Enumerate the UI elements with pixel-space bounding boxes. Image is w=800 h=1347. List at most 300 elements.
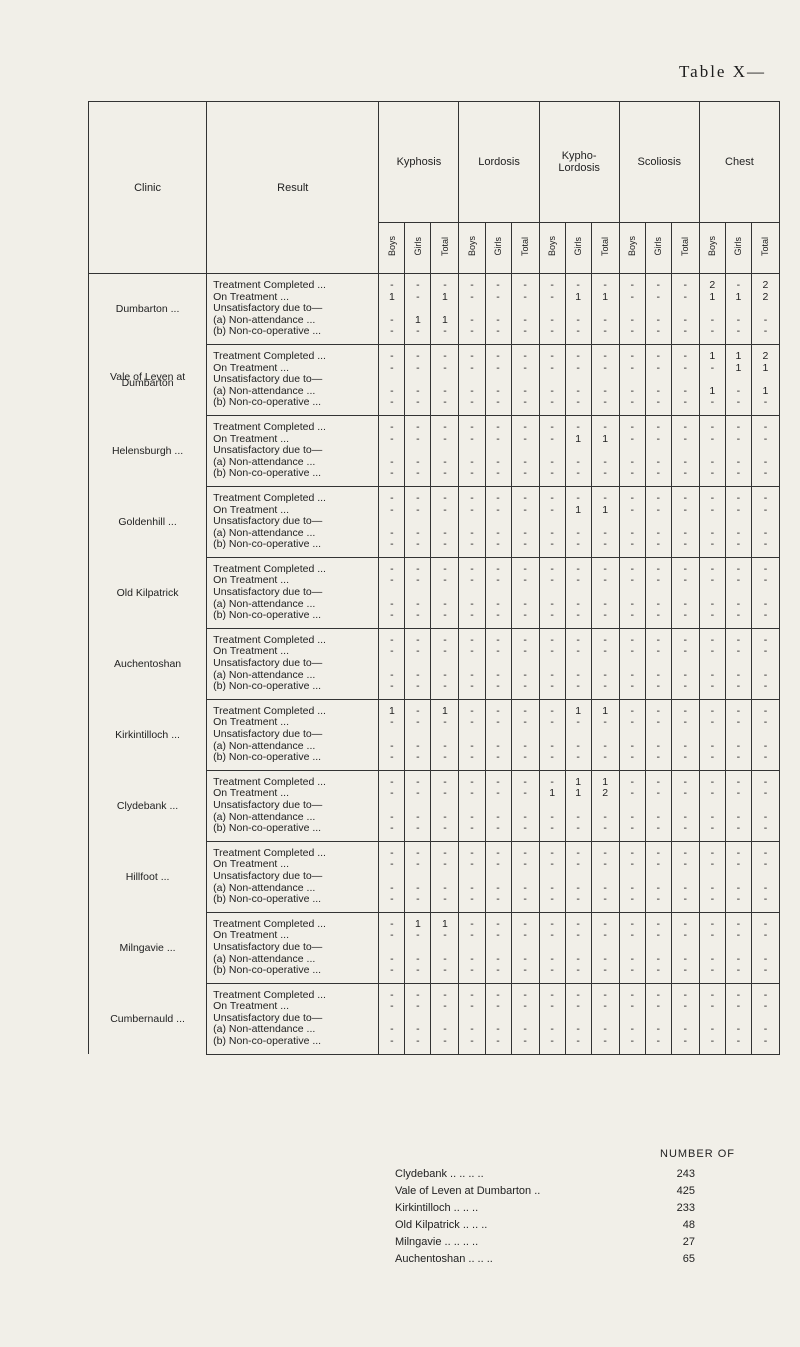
value-cell: -	[539, 292, 565, 304]
value-cell: -	[405, 505, 431, 517]
value-cell: -	[405, 280, 431, 292]
value-cell: -	[565, 681, 591, 693]
sub-header-boys	[379, 223, 405, 274]
value-cell: -	[431, 326, 459, 338]
value-cell	[645, 729, 671, 741]
value-cell: -	[485, 883, 511, 895]
group-header-kyphosis: Kyphosis	[379, 102, 459, 223]
value-cell: -	[511, 670, 539, 682]
result-label: Unsatisfactory due to—	[207, 1013, 379, 1025]
list-item	[395, 1183, 695, 1200]
value-cell: -	[459, 434, 485, 446]
value-cell	[751, 445, 779, 457]
result-label: Unsatisfactory due to—	[207, 374, 379, 386]
value-cell	[511, 729, 539, 741]
value-cell: -	[619, 386, 645, 398]
value-cell: -	[671, 434, 699, 446]
value-cell: -	[619, 859, 645, 871]
value-cell: -	[511, 823, 539, 835]
value-cell: -	[459, 599, 485, 611]
value-cell	[645, 658, 671, 670]
value-cell: -	[565, 670, 591, 682]
value-cell: -	[725, 717, 751, 729]
sub-header-girls	[725, 223, 751, 274]
value-cell	[751, 587, 779, 599]
value-cell: -	[379, 363, 405, 375]
value-cell: -	[591, 670, 619, 682]
value-cell: -	[405, 706, 431, 718]
value-cell	[539, 587, 565, 599]
value-cell: -	[485, 894, 511, 906]
value-cell: -	[405, 954, 431, 966]
value-cell: -	[645, 681, 671, 693]
value-cell: -	[405, 990, 431, 1002]
value-cell: -	[565, 919, 591, 931]
value-cell: -	[619, 397, 645, 409]
value-cell: -	[751, 564, 779, 576]
value-cell: -	[671, 1036, 699, 1048]
value-cell: -	[405, 717, 431, 729]
value-cell: -	[671, 505, 699, 517]
value-cell: -	[751, 930, 779, 942]
value-cell: -	[379, 646, 405, 658]
value-cell: -	[539, 363, 565, 375]
value-cell: -	[671, 315, 699, 327]
value-cell: -	[751, 681, 779, 693]
value-cell: -	[485, 681, 511, 693]
value-cell: -	[485, 528, 511, 540]
value-cell: -	[485, 752, 511, 764]
value-cell: -	[459, 363, 485, 375]
value-cell: -	[431, 930, 459, 942]
value-cell: -	[379, 788, 405, 800]
value-cell: -	[485, 919, 511, 931]
value-cell: -	[699, 315, 725, 327]
value-cell: -	[511, 397, 539, 409]
value-cell: -	[725, 777, 751, 789]
list-item	[395, 1166, 695, 1183]
value-cell: -	[485, 954, 511, 966]
value-cell: -	[751, 326, 779, 338]
value-cell: -	[459, 919, 485, 931]
value-cell: 1	[591, 505, 619, 517]
value-cell: 1	[379, 292, 405, 304]
value-cell: 1	[751, 363, 779, 375]
value-cell	[671, 729, 699, 741]
value-cell: -	[565, 493, 591, 505]
value-cell: -	[539, 859, 565, 871]
value-cell: -	[751, 848, 779, 860]
value-cell: -	[405, 894, 431, 906]
value-cell: -	[699, 575, 725, 587]
value-cell: -	[459, 539, 485, 551]
value-cell	[671, 516, 699, 528]
value-cell: -	[431, 351, 459, 363]
value-cell: -	[459, 505, 485, 517]
value-cell: -	[485, 717, 511, 729]
value-cell: -	[405, 930, 431, 942]
value-cell: -	[619, 457, 645, 469]
value-cell: -	[671, 599, 699, 611]
value-cell: -	[751, 823, 779, 835]
value-cell: -	[539, 528, 565, 540]
value-cell	[751, 516, 779, 528]
value-cell: -	[405, 965, 431, 977]
result-label: Unsatisfactory due to—	[207, 729, 379, 741]
value-cell	[379, 729, 405, 741]
value-cell	[671, 942, 699, 954]
value-cell: -	[699, 883, 725, 895]
result-label: (b) Non-co-operative ...	[207, 539, 379, 551]
value-cell: -	[485, 777, 511, 789]
value-cell: -	[619, 919, 645, 931]
value-cell: -	[511, 505, 539, 517]
sub-header-label: Girls	[412, 237, 423, 256]
value-cell: -	[539, 848, 565, 860]
value-cell: -	[485, 670, 511, 682]
value-cell: -	[485, 397, 511, 409]
value-cell: -	[699, 741, 725, 753]
value-cell: -	[725, 635, 751, 647]
value-cell: -	[405, 859, 431, 871]
value-cell	[591, 942, 619, 954]
value-cell	[379, 374, 405, 386]
value-cell	[699, 800, 725, 812]
value-cell: -	[725, 386, 751, 398]
sub-header-total	[431, 223, 459, 274]
value-cell	[619, 445, 645, 457]
value-cell: -	[671, 965, 699, 977]
value-cell: -	[485, 539, 511, 551]
value-cell: 1	[539, 788, 565, 800]
value-cell: -	[725, 397, 751, 409]
value-cell: -	[645, 397, 671, 409]
value-cell: -	[405, 363, 431, 375]
value-cell: -	[591, 990, 619, 1002]
result-label: Treatment Completed ...	[207, 990, 379, 1002]
value-cell: -	[591, 812, 619, 824]
value-cell: -	[671, 280, 699, 292]
result-label: (a) Non-attendance ...	[207, 741, 379, 753]
value-cell: -	[511, 646, 539, 658]
value-cell: -	[379, 422, 405, 434]
result-label: Unsatisfactory due to—	[207, 516, 379, 528]
value-cell	[539, 942, 565, 954]
value-cell: -	[565, 457, 591, 469]
sub-header-label: Total	[520, 236, 531, 256]
value-cell: -	[511, 848, 539, 860]
value-cell: -	[619, 894, 645, 906]
value-cell	[431, 729, 459, 741]
value-cell: -	[511, 326, 539, 338]
sub-header-girls	[485, 223, 511, 274]
value-cell: -	[751, 706, 779, 718]
value-cell	[645, 587, 671, 599]
clinic-group	[89, 557, 780, 628]
value-cell	[751, 658, 779, 670]
value-cell: -	[645, 646, 671, 658]
result-label: Treatment Completed ...	[207, 635, 379, 647]
value-cell: -	[725, 493, 751, 505]
value-cell: -	[565, 422, 591, 434]
page-title: Table X—	[678, 62, 766, 81]
value-cell: -	[405, 681, 431, 693]
value-cell: -	[431, 670, 459, 682]
value-cell: -	[405, 610, 431, 622]
value-cell	[671, 658, 699, 670]
value-cell: -	[405, 434, 431, 446]
value-cell: -	[565, 717, 591, 729]
value-cell: -	[485, 610, 511, 622]
value-cell: -	[591, 564, 619, 576]
value-cell: -	[699, 1024, 725, 1036]
value-cell: -	[699, 930, 725, 942]
value-cell: -	[645, 777, 671, 789]
value-cell: -	[619, 599, 645, 611]
value-cell: -	[379, 990, 405, 1002]
value-cell: -	[431, 990, 459, 1002]
clinic-group	[89, 274, 780, 345]
value-cell	[619, 374, 645, 386]
value-cell: -	[405, 326, 431, 338]
value-cell	[699, 729, 725, 741]
value-cell: -	[751, 894, 779, 906]
value-cell: -	[431, 954, 459, 966]
value-cell: -	[591, 635, 619, 647]
value-cell: -	[485, 315, 511, 327]
value-cell: -	[485, 1024, 511, 1036]
sub-header-label: Boys	[467, 236, 477, 257]
value-cell	[485, 374, 511, 386]
value-cell: -	[751, 539, 779, 551]
result-label: On Treatment ...	[207, 363, 379, 375]
value-cell: -	[699, 539, 725, 551]
value-cell: -	[405, 646, 431, 658]
footer-value: 243	[676, 1168, 695, 1180]
value-cell: -	[539, 681, 565, 693]
value-cell	[431, 800, 459, 812]
value-cell: -	[405, 670, 431, 682]
value-cell: -	[539, 646, 565, 658]
value-cell: -	[565, 894, 591, 906]
value-cell: -	[431, 599, 459, 611]
value-cell: -	[725, 646, 751, 658]
value-cell: -	[511, 575, 539, 587]
value-cell: -	[699, 848, 725, 860]
value-cell: -	[539, 706, 565, 718]
value-cell	[431, 445, 459, 457]
value-cell: -	[699, 752, 725, 764]
value-cell: -	[565, 468, 591, 480]
value-cell: -	[379, 351, 405, 363]
value-cell: -	[405, 883, 431, 895]
value-cell: -	[459, 954, 485, 966]
value-cell	[619, 800, 645, 812]
footer-value: 233	[676, 1202, 695, 1214]
value-cell	[431, 658, 459, 670]
result-label: On Treatment ...	[207, 930, 379, 942]
value-cell	[405, 445, 431, 457]
footer-label: Vale of Leven at Dumbarton ..	[395, 1185, 541, 1197]
result-label: Unsatisfactory due to—	[207, 942, 379, 954]
value-cell: -	[591, 930, 619, 942]
value-cell: -	[725, 752, 751, 764]
value-cell: -	[699, 646, 725, 658]
value-cell: -	[485, 326, 511, 338]
value-cell: -	[645, 1036, 671, 1048]
value-cell: -	[671, 883, 699, 895]
value-cell: -	[379, 1024, 405, 1036]
value-cell	[539, 871, 565, 883]
value-cell: -	[511, 1036, 539, 1048]
value-cell: -	[379, 457, 405, 469]
value-cell: -	[431, 752, 459, 764]
value-cell: -	[511, 717, 539, 729]
value-cell: -	[405, 575, 431, 587]
value-cell: -	[619, 1024, 645, 1036]
value-cell: -	[485, 505, 511, 517]
value-cell: -	[645, 823, 671, 835]
value-cell	[379, 871, 405, 883]
value-cell: -	[379, 528, 405, 540]
value-cell: -	[431, 681, 459, 693]
value-cell: -	[645, 1001, 671, 1013]
value-cell: -	[671, 539, 699, 551]
value-cell: -	[539, 823, 565, 835]
value-cell: -	[671, 1001, 699, 1013]
value-cell	[431, 374, 459, 386]
value-cell: -	[619, 965, 645, 977]
value-cell: -	[431, 812, 459, 824]
value-cell: -	[751, 717, 779, 729]
value-cell: -	[485, 812, 511, 824]
value-cell: -	[459, 315, 485, 327]
value-cell: -	[751, 883, 779, 895]
value-cell: -	[645, 575, 671, 587]
value-cell: -	[511, 741, 539, 753]
value-cell: -	[379, 823, 405, 835]
sub-header-label: Boys	[547, 236, 558, 257]
value-cell: -	[619, 883, 645, 895]
value-cell: -	[539, 539, 565, 551]
result-label: (b) Non-co-operative ...	[207, 1036, 379, 1048]
value-cell: -	[591, 919, 619, 931]
value-cell	[725, 942, 751, 954]
value-cell: -	[405, 457, 431, 469]
value-cell: 1	[565, 777, 591, 789]
value-cell: 1	[565, 788, 591, 800]
result-label: Treatment Completed ...	[207, 706, 379, 718]
value-cell	[751, 871, 779, 883]
value-cell: -	[645, 422, 671, 434]
value-cell	[379, 587, 405, 599]
sub-header-boys	[699, 223, 725, 274]
value-cell: -	[671, 575, 699, 587]
value-cell: -	[485, 788, 511, 800]
value-cell: 1	[431, 292, 459, 304]
value-cell: 1	[725, 363, 751, 375]
value-cell	[725, 658, 751, 670]
value-cell: -	[379, 777, 405, 789]
value-cell: -	[379, 752, 405, 764]
value-cell: -	[379, 741, 405, 753]
value-cell: -	[725, 919, 751, 931]
value-cell: -	[565, 741, 591, 753]
value-cell: -	[431, 434, 459, 446]
value-cell: -	[699, 468, 725, 480]
value-cell: -	[725, 528, 751, 540]
result-label: On Treatment ...	[207, 1001, 379, 1013]
value-cell: -	[379, 505, 405, 517]
value-cell: -	[619, 741, 645, 753]
sub-header-girls	[405, 223, 431, 274]
value-cell	[511, 374, 539, 386]
value-cell	[431, 587, 459, 599]
value-cell: -	[619, 434, 645, 446]
value-cell: -	[591, 397, 619, 409]
value-cell: -	[485, 741, 511, 753]
value-cell: -	[431, 505, 459, 517]
value-cell: -	[565, 326, 591, 338]
value-cell: -	[645, 812, 671, 824]
value-cell: -	[751, 670, 779, 682]
result-label: Treatment Completed ...	[207, 919, 379, 931]
value-cell	[619, 516, 645, 528]
value-cell: -	[511, 528, 539, 540]
value-cell: -	[539, 386, 565, 398]
value-cell: -	[511, 363, 539, 375]
value-cell: -	[379, 564, 405, 576]
clinic-name: Clydebank ...	[89, 770, 207, 841]
value-cell: -	[699, 599, 725, 611]
value-cell: -	[671, 564, 699, 576]
value-cell: -	[645, 528, 671, 540]
value-cell: -	[459, 1024, 485, 1036]
value-cell: -	[645, 894, 671, 906]
value-cell: -	[511, 422, 539, 434]
value-cell: -	[539, 610, 565, 622]
value-cell: -	[671, 812, 699, 824]
list-item	[395, 1251, 695, 1268]
value-cell: -	[511, 894, 539, 906]
value-cell: -	[671, 363, 699, 375]
value-cell: -	[539, 990, 565, 1002]
value-cell: -	[511, 788, 539, 800]
value-cell	[459, 658, 485, 670]
value-cell	[671, 445, 699, 457]
value-cell: -	[405, 777, 431, 789]
value-cell: -	[539, 812, 565, 824]
value-cell: -	[431, 457, 459, 469]
value-cell: -	[699, 635, 725, 647]
value-cell: -	[671, 681, 699, 693]
value-cell	[645, 800, 671, 812]
result-label: Treatment Completed ...	[207, 777, 379, 789]
value-cell	[619, 871, 645, 883]
result-label: (a) Non-attendance ...	[207, 315, 379, 327]
value-cell: -	[565, 386, 591, 398]
value-cell: -	[485, 575, 511, 587]
value-cell: -	[725, 681, 751, 693]
value-cell: -	[405, 752, 431, 764]
value-cell: -	[671, 493, 699, 505]
footer-heading: NUMBER OF	[660, 1148, 735, 1160]
value-cell: -	[539, 505, 565, 517]
value-cell: -	[645, 280, 671, 292]
value-cell	[565, 658, 591, 670]
value-cell	[459, 587, 485, 599]
value-cell: -	[645, 1024, 671, 1036]
